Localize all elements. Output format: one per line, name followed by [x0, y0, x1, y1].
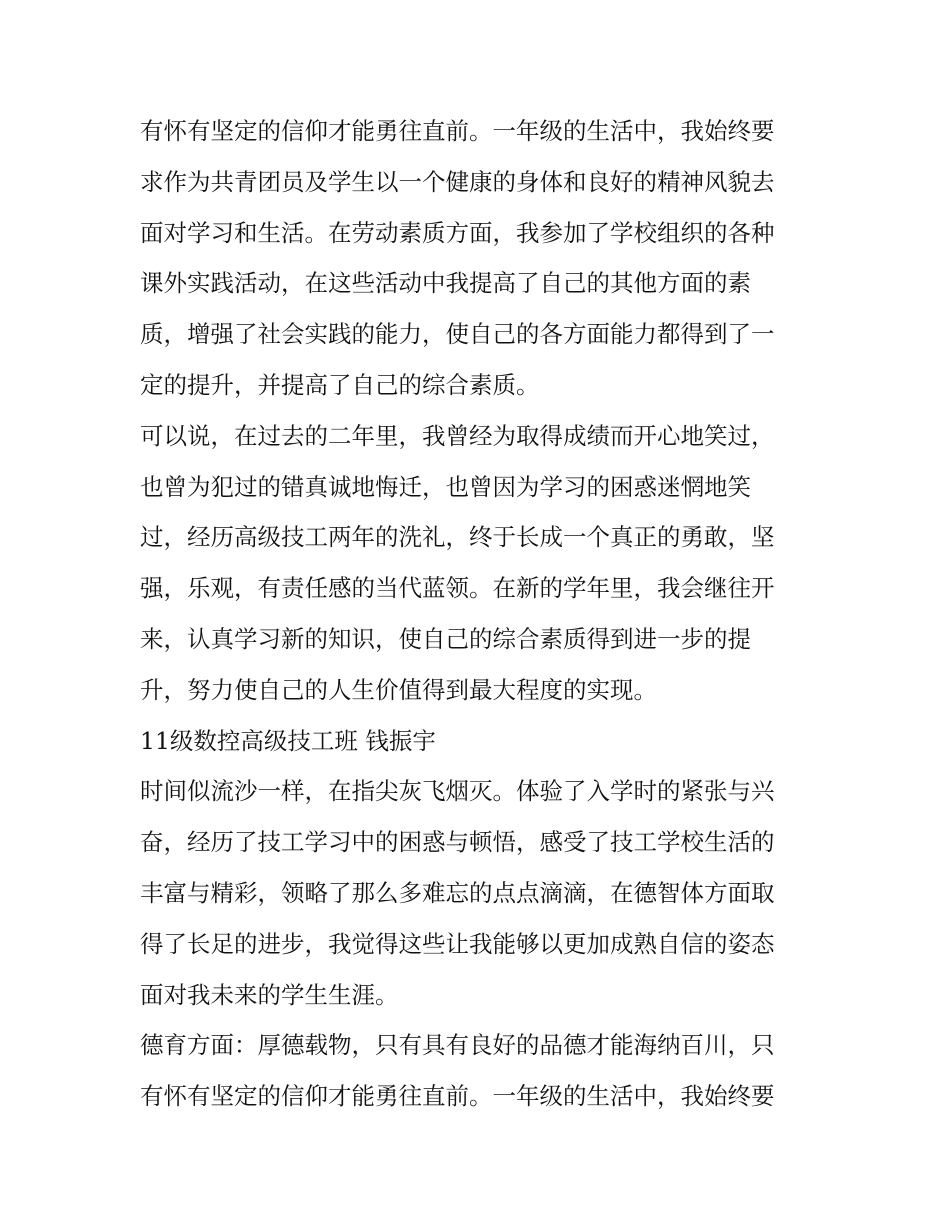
text-line-9: 过，经历高级技工两年的洗礼，终于长成一个真正的勇敢，坚	[140, 523, 775, 552]
text-line-2: 求作为共青团员及学生以一个健康的身体和良好的精神风貌去	[140, 167, 775, 196]
text-line-8: 也曾为犯过的错真诚地悔迁，也曾因为学习的困惑迷惘地笑	[140, 472, 751, 501]
text-line-6: 定的提升，并提高了自己的综合素质。	[140, 370, 540, 399]
document-body	[140, 106, 830, 1122]
text-line-14: 时间似流沙一样，在指尖灰飞烟灭。体验了入学时的紧张与兴	[140, 777, 775, 806]
text-line-16: 丰富与精彩，领略了那么多难忘的点点滴滴，在德智体方面取	[140, 878, 775, 907]
text-line-20: 有怀有坚定的信仰才能勇往直前。一年级的生活中，我始终要	[140, 1082, 775, 1111]
text-line-19: 德育方面：厚德载物，只有具有良好的品德才能海纳百川，只	[140, 1031, 775, 1060]
text-line-17: 得了长足的进步，我觉得这些让我能够以更加成熟自信的姿态	[140, 929, 775, 958]
text-line-11: 来，认真学习新的知识，使自己的综合素质得到进一步的提	[140, 624, 751, 653]
text-line-15: 奋，经历了技工学习中的困惑与顿悟，感受了技工学校生活的	[140, 828, 775, 857]
text-line-18: 面对我未来的学生生涯。	[140, 980, 399, 1009]
text-line-1: 有怀有坚定的信仰才能勇往直前。一年级的生活中，我始终要	[140, 117, 775, 145]
text-line-3: 面对学习和生活。在劳动素质方面，我参加了学校组织的各种	[140, 218, 775, 247]
text-line-5: 质，增强了社会实践的能力，使自己的各方面能力都得到了一	[140, 320, 775, 349]
text-line-10: 强，乐观，有责任感的当代蓝领。在新的学年里，我会继往开	[140, 574, 775, 603]
text-line-7: 可以说，在过去的二年里，我曾经为取得成绩而开心地笑过，	[140, 421, 775, 450]
text-line-12: 升，努力使自己的人生价值得到最大程度的实现。	[140, 675, 657, 704]
author-line: 11级数控高级技工班 钱振宇	[140, 726, 436, 755]
text-line-4: 课外实践活动，在这些活动中我提高了自己的其他方面的素	[140, 269, 751, 298]
